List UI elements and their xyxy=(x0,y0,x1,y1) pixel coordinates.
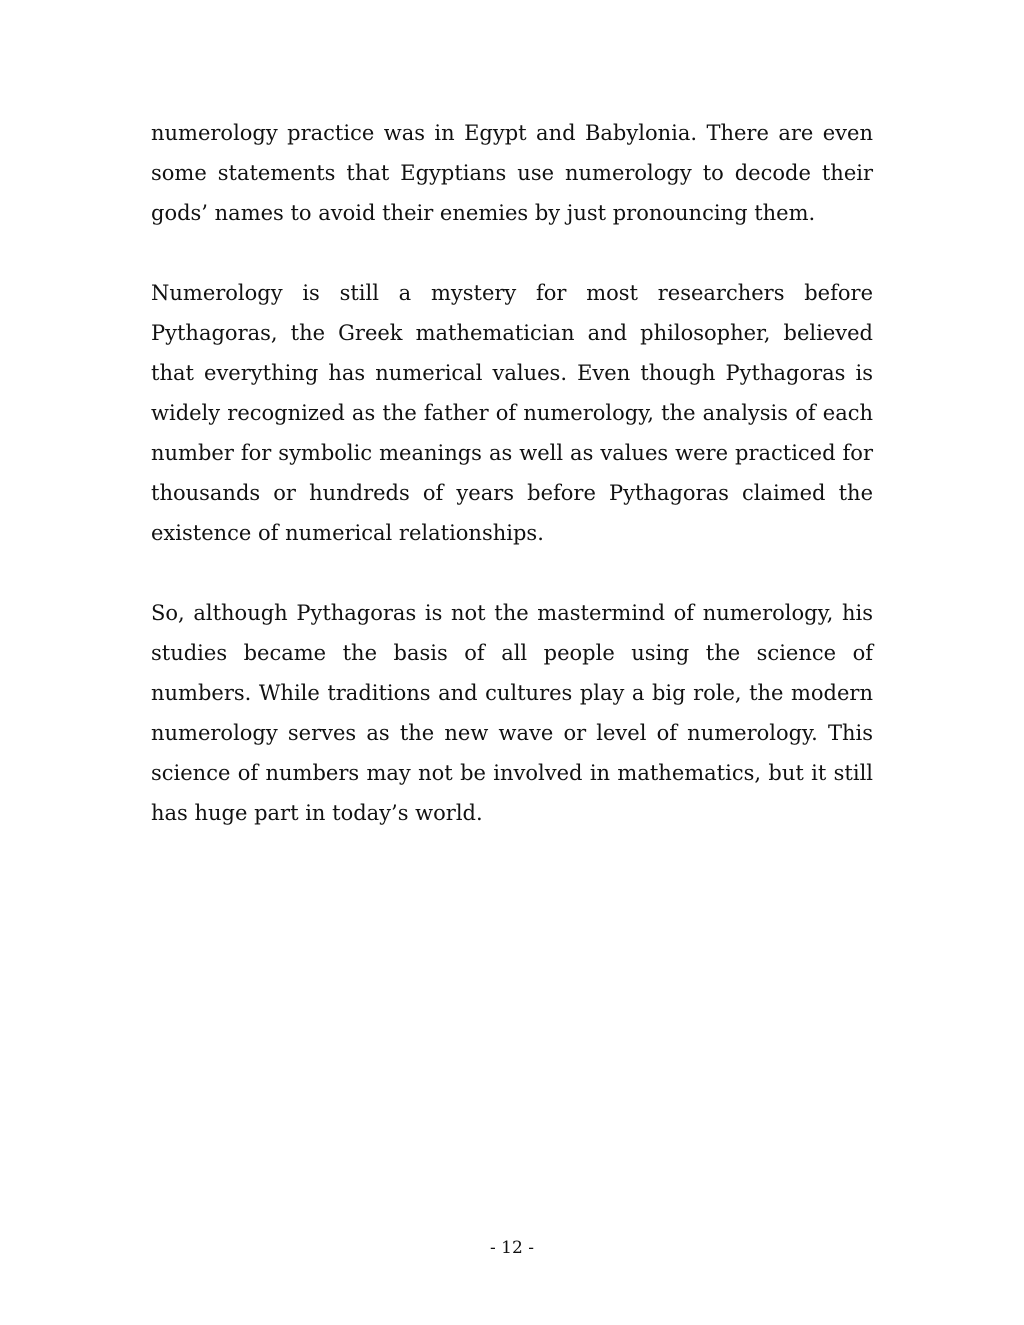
paragraph-3: So, although Pythagoras is not the mastermind of numerology, his studies became the basis of all people using the science of numbers. While traditions and cultures play a big role, the modern numerology serves as the new wave or level of numerology. This science of numbers may not be involved in mathematics, but it still has huge part in today’s world. xyxy=(151,601,873,825)
body-text xyxy=(151,113,873,873)
paragraph-2: Numerology is still a mystery for most researchers before Pythagoras, the Greek mathematician and philosopher, believed that everything has numerical values. Even though Pythagoras is widely recognized as the father of numerology, the analysis of each number for symbolic meanings as well as values were practiced for thousands or hundreds of years before Pythagoras claimed the existence of numerical relationships. xyxy=(151,281,873,545)
page-number: - 12 - xyxy=(490,1238,534,1258)
paragraph-1: numerology practice was in Egypt and Babylonia. There are even some statements that Egyptians use numerology to decode their gods’ names to avoid their enemies by just pronouncing them. xyxy=(151,121,873,225)
